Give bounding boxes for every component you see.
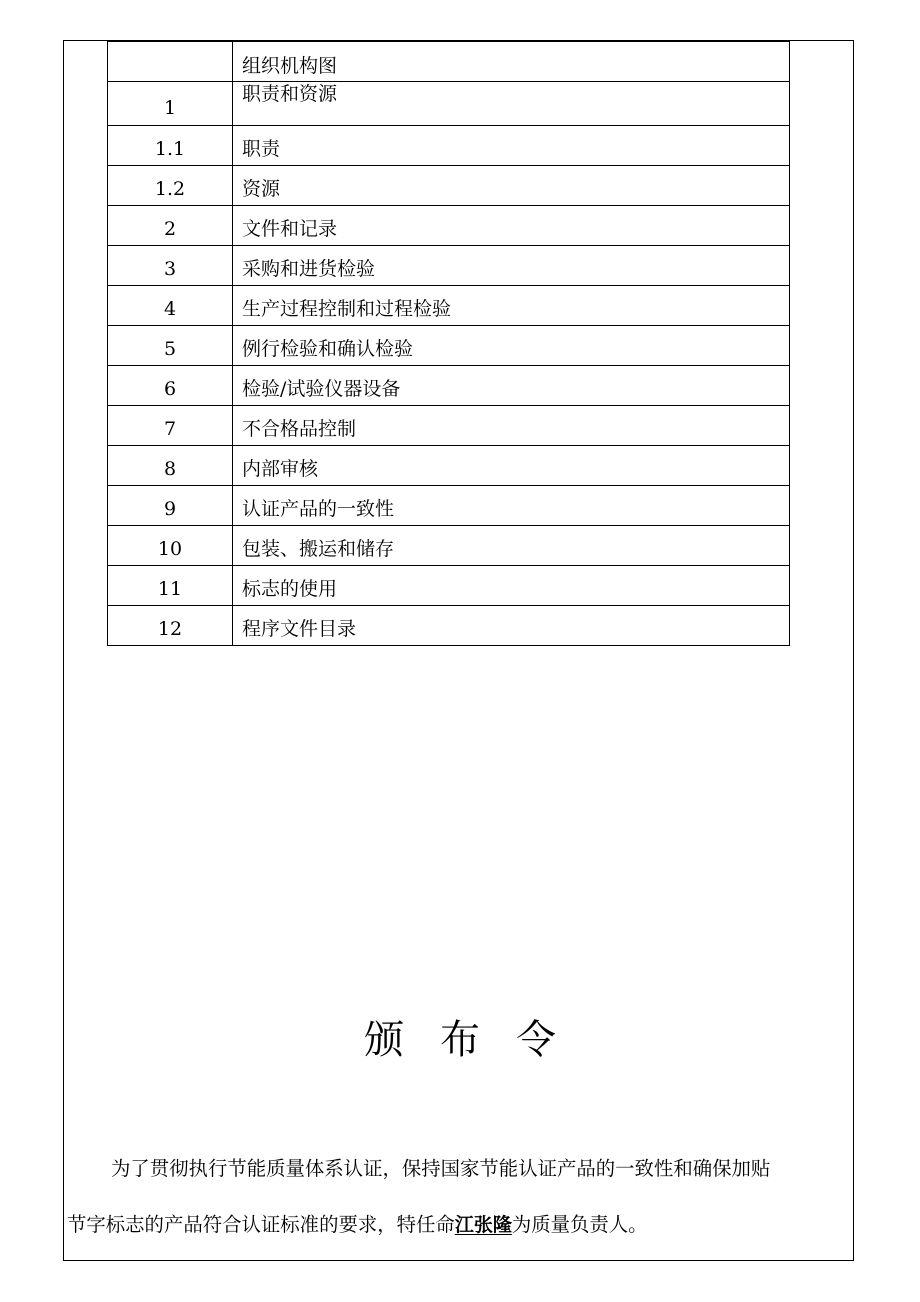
table-row bbox=[108, 406, 790, 446]
toc-number: 4 bbox=[108, 286, 233, 326]
table-row bbox=[108, 166, 790, 206]
decree-line-1: 为了贯彻执行节能质量体系认证，保持国家节能认证产品的一致性和确保加贴 bbox=[111, 1157, 771, 1180]
toc-title: 资源 bbox=[233, 166, 790, 206]
toc-title: 不合格品控制 bbox=[233, 406, 790, 446]
table-row bbox=[108, 526, 790, 566]
toc-number: 3 bbox=[108, 246, 233, 286]
toc-number: 1 bbox=[108, 82, 233, 126]
table-row bbox=[108, 326, 790, 366]
decree-title: 颁布令 bbox=[364, 1017, 592, 1063]
toc-number: 1.1 bbox=[108, 126, 233, 166]
toc-number: 10 bbox=[108, 526, 233, 566]
table-row bbox=[108, 606, 790, 646]
toc-title: 认证产品的一致性 bbox=[233, 486, 790, 526]
decree-line-2-start: 节字标志的产品符合认证标准的要求，特任命 bbox=[67, 1213, 455, 1236]
toc-number: 6 bbox=[108, 366, 233, 406]
toc-title: 程序文件目录 bbox=[233, 606, 790, 646]
table-row bbox=[108, 82, 790, 126]
toc-number: 7 bbox=[108, 406, 233, 446]
toc-title: 文件和记录 bbox=[233, 206, 790, 246]
toc-title: 检验/试验仪器设备 bbox=[233, 366, 790, 406]
table-row bbox=[108, 126, 790, 166]
table-row bbox=[108, 246, 790, 286]
toc-title: 例行检验和确认检验 bbox=[233, 326, 790, 366]
decree-body bbox=[67, 1148, 857, 1246]
table-row bbox=[108, 206, 790, 246]
table-row bbox=[108, 446, 790, 486]
appointee-name: 江张隆 bbox=[454, 1214, 512, 1236]
toc-number: 1.2 bbox=[108, 166, 233, 206]
toc-number: 9 bbox=[108, 486, 233, 526]
toc-title: 职责和资源 bbox=[233, 82, 790, 126]
toc-title: 包装、搬运和储存 bbox=[233, 526, 790, 566]
table-row bbox=[108, 42, 790, 82]
table-row bbox=[108, 366, 790, 406]
toc-number: 2 bbox=[108, 206, 233, 246]
toc-number: 12 bbox=[108, 606, 233, 646]
table-row bbox=[108, 566, 790, 606]
toc-number: 11 bbox=[108, 566, 233, 606]
decree-line-2 bbox=[67, 1204, 857, 1246]
toc-title: 标志的使用 bbox=[233, 566, 790, 606]
toc-title: 采购和进货检验 bbox=[233, 246, 790, 286]
toc-title: 职责 bbox=[233, 126, 790, 166]
toc-title: 生产过程控制和过程检验 bbox=[233, 286, 790, 326]
table-row bbox=[108, 286, 790, 326]
toc-number bbox=[108, 42, 233, 82]
decree-line-2-end: 为质量负责人。 bbox=[511, 1213, 648, 1236]
toc-number: 5 bbox=[108, 326, 233, 366]
toc-title: 内部审核 bbox=[233, 446, 790, 486]
toc-number: 8 bbox=[108, 446, 233, 486]
toc-title: 组织机构图 bbox=[233, 42, 790, 82]
table-row bbox=[108, 486, 790, 526]
toc-table bbox=[107, 41, 790, 646]
